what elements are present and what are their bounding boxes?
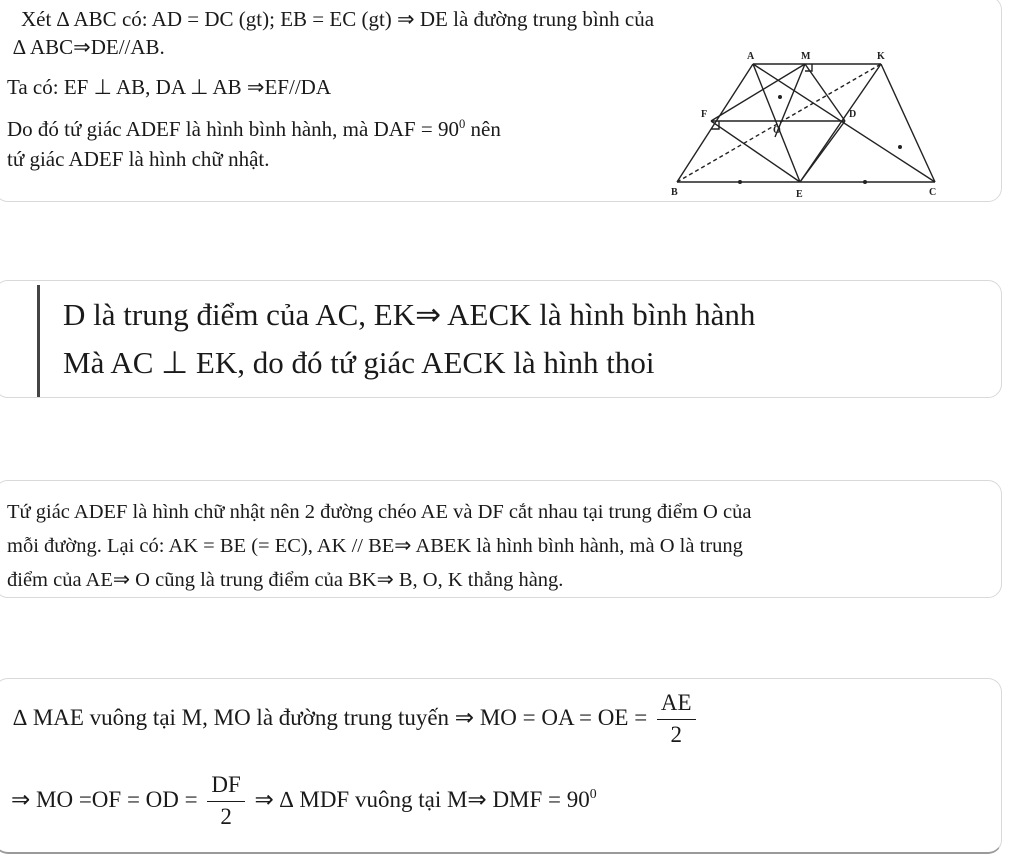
label-k: K: [877, 51, 885, 62]
label-d: D: [849, 109, 857, 120]
fraction-df-over-2: [207, 771, 244, 832]
label-f: F: [701, 109, 708, 120]
label-e: E: [796, 189, 803, 200]
segment-bk-dashed: [677, 64, 881, 182]
fraction-ae-denominator: 2: [670, 722, 682, 747]
card4-line-2: [11, 771, 597, 832]
card1-line-4c: nên: [465, 117, 501, 141]
card3-line-3: điểm của AE⇒ O cũng là trung điểm của BK⇒ B, O, K thẳng hàng.: [7, 569, 564, 591]
card1-line-5: tứ giác ADEF là hình chữ nhật.: [7, 147, 270, 171]
solution-card-2: [0, 280, 1002, 398]
segment-fm: [711, 64, 805, 121]
card1-angle-daf: DAF = 90: [373, 117, 459, 141]
label-c: C: [929, 187, 937, 198]
fraction-ae-over-2: [657, 689, 696, 750]
label-o: O: [773, 125, 781, 136]
card3-line-2: mỗi đường. Lại có: AK = BE (= EC), AK // BE⇒ ABEK là hình bình hành, mà O là trung: [7, 535, 743, 557]
card2-line-2: Mà AC ⊥ EK, do đó tứ giác AECK là hình thoi: [63, 345, 655, 380]
geometry-figure: [665, 37, 955, 202]
card4-line-1: [13, 689, 700, 750]
label-a: A: [747, 51, 755, 62]
card4-line-2b: ⇒ ∆ MDF vuông tại M⇒ DMF = 90: [254, 786, 590, 812]
card1-line-4: [7, 117, 501, 142]
card1-line-1: Xét ∆ ABC có: AD = DC (gt); EB = EC (gt) ⇒ DE là đường trung bình của: [21, 7, 655, 31]
card4-line-1-text: ∆ MAE vuông tại M, MO là đường trung tuyến ⇒ MO = OA = OE =: [13, 704, 653, 730]
fraction-df-numerator: DF: [207, 771, 244, 802]
card4-degree: 0: [589, 786, 597, 802]
card2-line-1: D là trung điểm của AC, EK⇒ AECK là hình bình hành: [63, 297, 756, 332]
card1-line-4a: Do đó tứ giác ADEF là hình bình hành, mà: [7, 117, 374, 141]
fraction-ae-numerator: AE: [657, 689, 696, 720]
segment-ke: [800, 64, 881, 182]
solution-card-1: [0, 0, 1002, 202]
card1-line-3: Ta có: EF ⊥ AB, DA ⊥ AB ⇒EF//DA: [7, 75, 331, 99]
segment-ef: [711, 121, 800, 182]
card1-line-2: ∆ ABC⇒DE//AB.: [13, 35, 165, 59]
label-b: B: [671, 187, 678, 198]
solution-card-3: [0, 480, 1002, 598]
label-m: M: [801, 51, 811, 62]
quote-bar: [37, 285, 40, 397]
card3-line-1: Tứ giác ADEF là hình chữ nhật nên 2 đường chéo AE và DF cắt nhau tại trung điểm O của: [7, 501, 752, 523]
card1-degree: 0: [458, 117, 466, 131]
solution-card-4: [0, 678, 1002, 854]
segment-md: [805, 64, 845, 121]
fraction-df-denominator: 2: [220, 804, 232, 829]
segment-ed: [800, 121, 845, 182]
card4-line-2a: ⇒ MO =OF = OD =: [11, 786, 204, 812]
